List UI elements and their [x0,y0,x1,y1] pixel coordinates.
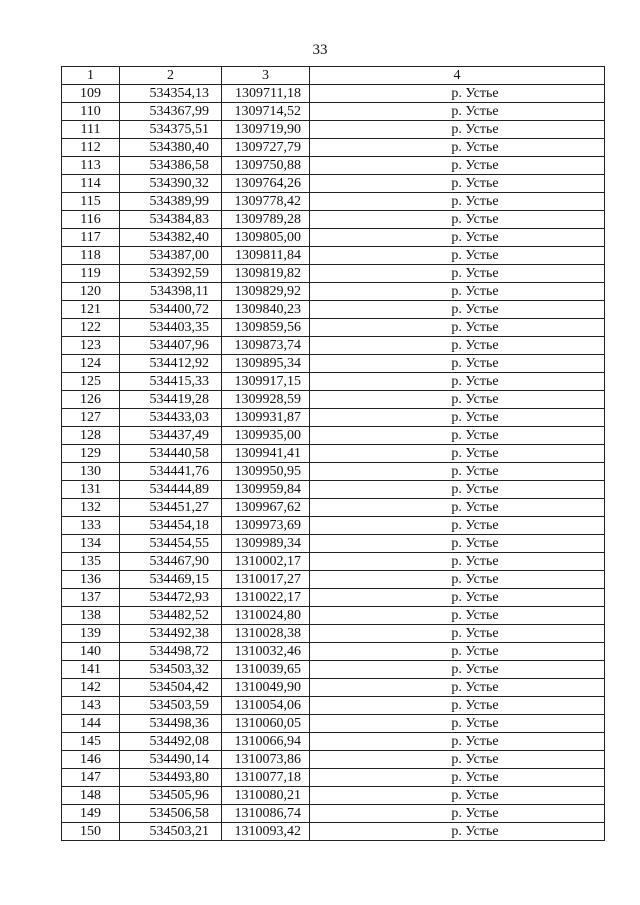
cell-point-number: 138 [62,607,120,625]
cell-description: р. Устье [310,445,605,463]
cell-x-coordinate: 534498,72 [120,643,222,661]
cell-y-coordinate: 1309967,62 [222,499,310,517]
cell-y-coordinate: 1309973,69 [222,517,310,535]
table-row [62,85,605,103]
table-row [62,571,605,589]
table-row [62,481,605,499]
cell-x-coordinate: 534407,96 [120,337,222,355]
cell-description: р. Устье [310,391,605,409]
cell-point-number: 129 [62,445,120,463]
cell-y-coordinate: 1309719,90 [222,121,310,139]
cell-description: р. Устье [310,427,605,445]
cell-y-coordinate: 1309778,42 [222,193,310,211]
table-row [62,463,605,481]
cell-description: р. Устье [310,265,605,283]
cell-y-coordinate: 1309750,88 [222,157,310,175]
cell-point-number: 147 [62,769,120,787]
cell-x-coordinate: 534490,14 [120,751,222,769]
table-row [62,805,605,823]
cell-x-coordinate: 534451,27 [120,499,222,517]
cell-y-coordinate: 1309714,52 [222,103,310,121]
cell-point-number: 141 [62,661,120,679]
cell-point-number: 143 [62,697,120,715]
cell-x-coordinate: 534444,89 [120,481,222,499]
cell-x-coordinate: 534382,40 [120,229,222,247]
cell-point-number: 123 [62,337,120,355]
cell-description: р. Устье [310,589,605,607]
table-header [62,67,605,85]
cell-description: р. Устье [310,301,605,319]
cell-point-number: 142 [62,679,120,697]
cell-point-number: 149 [62,805,120,823]
cell-description: р. Устье [310,355,605,373]
table-row [62,823,605,841]
cell-description: р. Устье [310,103,605,121]
cell-point-number: 148 [62,787,120,805]
cell-y-coordinate: 1309935,00 [222,427,310,445]
cell-x-coordinate: 534440,58 [120,445,222,463]
cell-y-coordinate: 1309764,26 [222,175,310,193]
table-row [62,337,605,355]
cell-x-coordinate: 534419,28 [120,391,222,409]
cell-description: р. Устье [310,85,605,103]
cell-y-coordinate: 1309928,59 [222,391,310,409]
cell-x-coordinate: 534492,38 [120,625,222,643]
cell-x-coordinate: 534467,90 [120,553,222,571]
cell-description: р. Устье [310,193,605,211]
cell-point-number: 131 [62,481,120,499]
table-row [62,697,605,715]
table-row [62,301,605,319]
page-number: 33 [312,42,328,58]
cell-x-coordinate: 534454,55 [120,535,222,553]
cell-y-coordinate: 1309989,34 [222,535,310,553]
cell-description: р. Устье [310,751,605,769]
cell-y-coordinate: 1309941,41 [222,445,310,463]
table-row [62,553,605,571]
cell-y-coordinate: 1309950,95 [222,463,310,481]
cell-y-coordinate: 1310017,27 [222,571,310,589]
cell-x-coordinate: 534493,80 [120,769,222,787]
cell-description: р. Устье [310,517,605,535]
cell-description: р. Устье [310,661,605,679]
table-row [62,625,605,643]
cell-y-coordinate: 1309917,15 [222,373,310,391]
cell-x-coordinate: 534390,32 [120,175,222,193]
cell-x-coordinate: 534506,58 [120,805,222,823]
table-row [62,103,605,121]
cell-y-coordinate: 1310002,17 [222,553,310,571]
cell-x-coordinate: 534380,40 [120,139,222,157]
cell-x-coordinate: 534400,72 [120,301,222,319]
cell-description: р. Устье [310,319,605,337]
cell-y-coordinate: 1310032,46 [222,643,310,661]
cell-description: р. Устье [310,175,605,193]
cell-y-coordinate: 1309873,74 [222,337,310,355]
cell-x-coordinate: 534498,36 [120,715,222,733]
cell-point-number: 135 [62,553,120,571]
cell-point-number: 114 [62,175,120,193]
cell-x-coordinate: 534386,58 [120,157,222,175]
column-header-x: 2 [120,67,222,85]
cell-x-coordinate: 534412,92 [120,355,222,373]
cell-point-number: 136 [62,571,120,589]
cell-point-number: 122 [62,319,120,337]
cell-description: р. Устье [310,715,605,733]
cell-point-number: 120 [62,283,120,301]
header-row [62,67,605,85]
cell-description: р. Устье [310,553,605,571]
cell-description: р. Устье [310,625,605,643]
cell-description: р. Устье [310,733,605,751]
cell-x-coordinate: 534387,00 [120,247,222,265]
cell-y-coordinate: 1309819,82 [222,265,310,283]
cell-description: р. Устье [310,247,605,265]
cell-x-coordinate: 534472,93 [120,589,222,607]
table-row [62,211,605,229]
cell-y-coordinate: 1310039,65 [222,661,310,679]
cell-y-coordinate: 1310022,17 [222,589,310,607]
cell-description: р. Устье [310,499,605,517]
table-row [62,769,605,787]
table-row [62,607,605,625]
cell-x-coordinate: 534482,52 [120,607,222,625]
cell-description: р. Устье [310,157,605,175]
cell-description: р. Устье [310,769,605,787]
cell-point-number: 146 [62,751,120,769]
cell-description: р. Устье [310,607,605,625]
cell-point-number: 150 [62,823,120,841]
cell-y-coordinate: 1309829,92 [222,283,310,301]
cell-y-coordinate: 1309859,56 [222,319,310,337]
cell-y-coordinate: 1309931,87 [222,409,310,427]
cell-y-coordinate: 1310054,06 [222,697,310,715]
cell-y-coordinate: 1310073,86 [222,751,310,769]
table-row [62,391,605,409]
cell-point-number: 128 [62,427,120,445]
cell-description: р. Устье [310,463,605,481]
cell-y-coordinate: 1309895,34 [222,355,310,373]
cell-y-coordinate: 1310049,90 [222,679,310,697]
column-header-y: 3 [222,67,310,85]
table-row [62,193,605,211]
table-row [62,643,605,661]
cell-point-number: 145 [62,733,120,751]
cell-point-number: 119 [62,265,120,283]
table-row [62,751,605,769]
table-row [62,121,605,139]
cell-description: р. Устье [310,139,605,157]
cell-x-coordinate: 534403,35 [120,319,222,337]
cell-y-coordinate: 1309959,84 [222,481,310,499]
cell-point-number: 111 [62,121,120,139]
cell-point-number: 130 [62,463,120,481]
cell-x-coordinate: 534384,83 [120,211,222,229]
table-row [62,229,605,247]
table-row [62,445,605,463]
cell-point-number: 110 [62,103,120,121]
cell-point-number: 125 [62,373,120,391]
cell-y-coordinate: 1310077,18 [222,769,310,787]
cell-y-coordinate: 1309711,18 [222,85,310,103]
cell-y-coordinate: 1309789,28 [222,211,310,229]
table-row [62,409,605,427]
cell-x-coordinate: 534503,32 [120,661,222,679]
cell-y-coordinate: 1310028,38 [222,625,310,643]
cell-description: р. Устье [310,643,605,661]
table-row [62,661,605,679]
cell-x-coordinate: 534367,99 [120,103,222,121]
cell-point-number: 132 [62,499,120,517]
table-row [62,517,605,535]
cell-description: р. Устье [310,823,605,841]
cell-description: р. Устье [310,373,605,391]
table-row [62,373,605,391]
table-row [62,499,605,517]
cell-point-number: 115 [62,193,120,211]
table-row [62,679,605,697]
table-row [62,175,605,193]
column-header-number: 1 [62,67,120,85]
table-row [62,427,605,445]
cell-y-coordinate: 1310093,42 [222,823,310,841]
cell-point-number: 134 [62,535,120,553]
table-row [62,319,605,337]
cell-description: р. Устье [310,337,605,355]
cell-x-coordinate: 534354,13 [120,85,222,103]
cell-point-number: 109 [62,85,120,103]
cell-description: р. Устье [310,679,605,697]
cell-point-number: 124 [62,355,120,373]
cell-y-coordinate: 1310080,21 [222,787,310,805]
cell-x-coordinate: 534503,59 [120,697,222,715]
cell-description: р. Устье [310,481,605,499]
cell-x-coordinate: 534492,08 [120,733,222,751]
column-header-description: 4 [310,67,605,85]
cell-point-number: 112 [62,139,120,157]
cell-y-coordinate: 1309805,00 [222,229,310,247]
cell-point-number: 126 [62,391,120,409]
table-row [62,157,605,175]
table-row [62,589,605,607]
cell-point-number: 117 [62,229,120,247]
table-row [62,283,605,301]
cell-point-number: 113 [62,157,120,175]
cell-point-number: 121 [62,301,120,319]
coordinates-table [61,66,605,841]
cell-description: р. Устье [310,571,605,589]
cell-x-coordinate: 534454,18 [120,517,222,535]
table-row [62,787,605,805]
cell-y-coordinate: 1310060,05 [222,715,310,733]
table-row [62,139,605,157]
cell-description: р. Устье [310,283,605,301]
table-row [62,535,605,553]
cell-y-coordinate: 1309840,23 [222,301,310,319]
cell-x-coordinate: 534504,42 [120,679,222,697]
cell-x-coordinate: 534441,76 [120,463,222,481]
cell-description: р. Устье [310,805,605,823]
cell-y-coordinate: 1310086,74 [222,805,310,823]
cell-x-coordinate: 534375,51 [120,121,222,139]
cell-x-coordinate: 534398,11 [120,283,222,301]
table-row [62,715,605,733]
cell-point-number: 133 [62,517,120,535]
cell-y-coordinate: 1309811,84 [222,247,310,265]
cell-point-number: 137 [62,589,120,607]
cell-description: р. Устье [310,409,605,427]
cell-x-coordinate: 534389,99 [120,193,222,211]
cell-y-coordinate: 1310066,94 [222,733,310,751]
cell-description: р. Устье [310,211,605,229]
cell-x-coordinate: 534415,33 [120,373,222,391]
cell-x-coordinate: 534505,96 [120,787,222,805]
cell-x-coordinate: 534437,49 [120,427,222,445]
cell-point-number: 144 [62,715,120,733]
cell-description: р. Устье [310,535,605,553]
cell-x-coordinate: 534503,21 [120,823,222,841]
cell-y-coordinate: 1310024,80 [222,607,310,625]
cell-point-number: 139 [62,625,120,643]
table-row [62,733,605,751]
cell-point-number: 127 [62,409,120,427]
cell-point-number: 118 [62,247,120,265]
cell-point-number: 116 [62,211,120,229]
cell-point-number: 140 [62,643,120,661]
cell-description: р. Устье [310,697,605,715]
cell-x-coordinate: 534469,15 [120,571,222,589]
cell-description: р. Устье [310,121,605,139]
cell-x-coordinate: 534392,59 [120,265,222,283]
cell-x-coordinate: 534433,03 [120,409,222,427]
table-row [62,355,605,373]
cell-description: р. Устье [310,787,605,805]
table-row [62,247,605,265]
table-body [62,85,605,841]
cell-y-coordinate: 1309727,79 [222,139,310,157]
cell-description: р. Устье [310,229,605,247]
table-row [62,265,605,283]
